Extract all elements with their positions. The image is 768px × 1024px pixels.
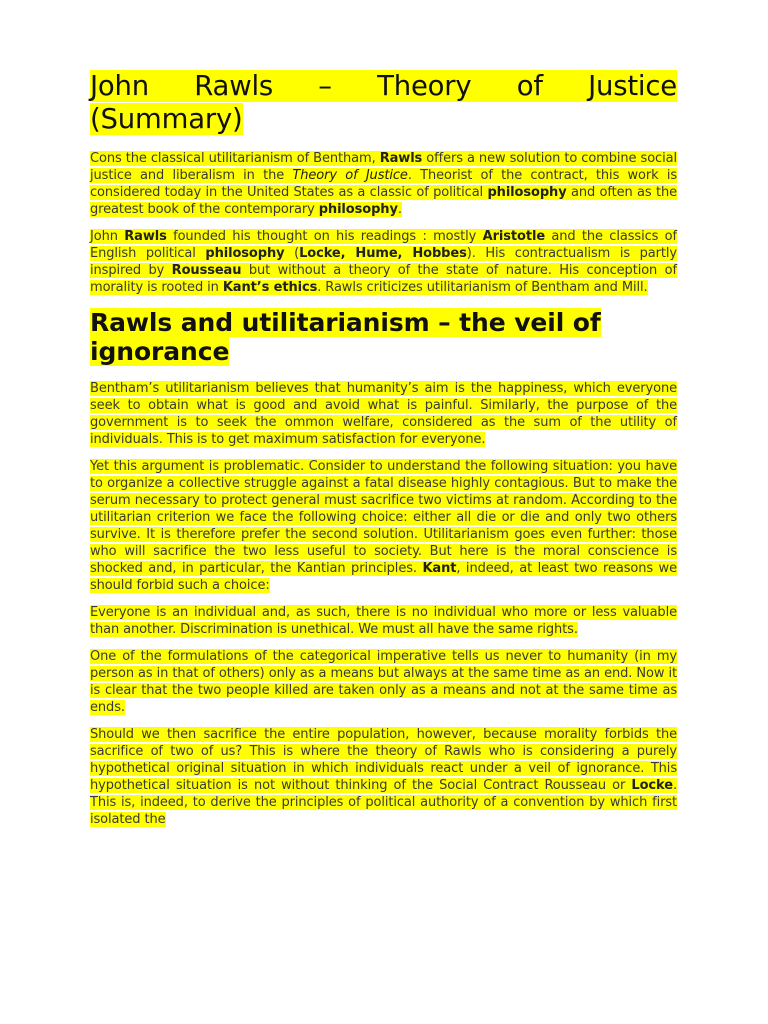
keyword-philosophers: Locke, Hume, Hobbes <box>299 246 467 261</box>
book-title: Theory of Justice <box>292 168 408 183</box>
keyword-rousseau: Rousseau <box>171 263 242 278</box>
keyword-locke: Locke <box>631 778 673 793</box>
keyword-kant: Kant <box>422 561 457 576</box>
document-body <box>90 70 677 838</box>
page-title <box>90 70 677 136</box>
paragraph-intro: Cons the classical utilitarianism of Bentham, Rawls offers a new solution to combine social justice and liberalism in the Theory of Justice. Theorist of the contract, this work is considered today in the United States as a classic of political philosophy and often as the greatest book of the contemporary philosophy. <box>90 151 678 217</box>
paragraph-individual: Everyone is an individual and, as such, there is no individual who more or less valuable than another. Discrimination is unethical. We must all have the same rights. <box>90 605 677 637</box>
keyword-rawls: Rawls <box>379 151 423 166</box>
keyword-philosophy: philosophy <box>487 185 567 200</box>
paragraph-influences: John Rawls founded his thought on his readings : mostly Aristotle and the classics of English political philosophy (Locke, Hume, Hobbes). His contractualism is partly inspired by Rousseau but without a theory of the state of nature. His conception of morality is rooted in Kant’s ethics. Rawls criticizes utilitarianism of Bentham and Mill. <box>90 229 677 295</box>
section-heading: Rawls and utilitarianism – the veil of ignorance <box>90 308 601 366</box>
keyword-aristotle: Aristotle <box>482 229 546 244</box>
keyword-kant-ethics: Kant’s ethics <box>222 280 318 295</box>
title-line-2: (Summary) <box>90 103 243 135</box>
title-line-1: John Rawls – Theory of Justice <box>90 70 677 102</box>
keyword-philosophy: philosophy <box>205 246 285 261</box>
keyword-rawls: Rawls <box>124 229 167 244</box>
paragraph-imperative: One of the formulations of the categorical imperative tells us never to humanity (in my person as in that of others) only as a means but always at the same time as an end. Now it is clear that the two people killed are taken only as a means and not at the same time as ends. <box>90 649 677 715</box>
paragraph-veil: Should we then sacrifice the entire population, however, because morality forbids the sacrifice of two of us? This is where the theory of Rawls who is considering a purely hypothetical original situation in which individuals react under a veil of ignorance. This hypothetical situation is not without thinking of the Social Contract Rousseau or Locke. This is, indeed, to derive the principles of political authority of a convention by which first isolated the <box>90 727 677 827</box>
paragraph-bentham: Bentham’s utilitarianism believes that humanity’s aim is the happiness, which everyone seek to obtain what is good and avoid what is painful. Similarly, the purpose of the government is to seek the ommon welfare, considered as the sum of the utility of individuals. This is to get maximum satisfaction for everyone. <box>90 381 677 447</box>
keyword-philosophy: philosophy <box>318 202 398 217</box>
paragraph-problem: Yet this argument is problematic. Consider to understand the following situation: you have to organize a collective struggle against a fatal disease highly contagious. But to make the serum necessary to protect general must sacrifice two victims at random. According to the utilitarian criterion we face the following choice: either all die or die and only two others survive. It is therefore prefer the second solution. Utilitarianism goes even further: those who will sacrifice the two less useful to society. But here is the moral conscience is shocked and, in particular, the Kantian principles. Kant, indeed, at least two reasons we should forbid such a choice: <box>90 459 677 593</box>
